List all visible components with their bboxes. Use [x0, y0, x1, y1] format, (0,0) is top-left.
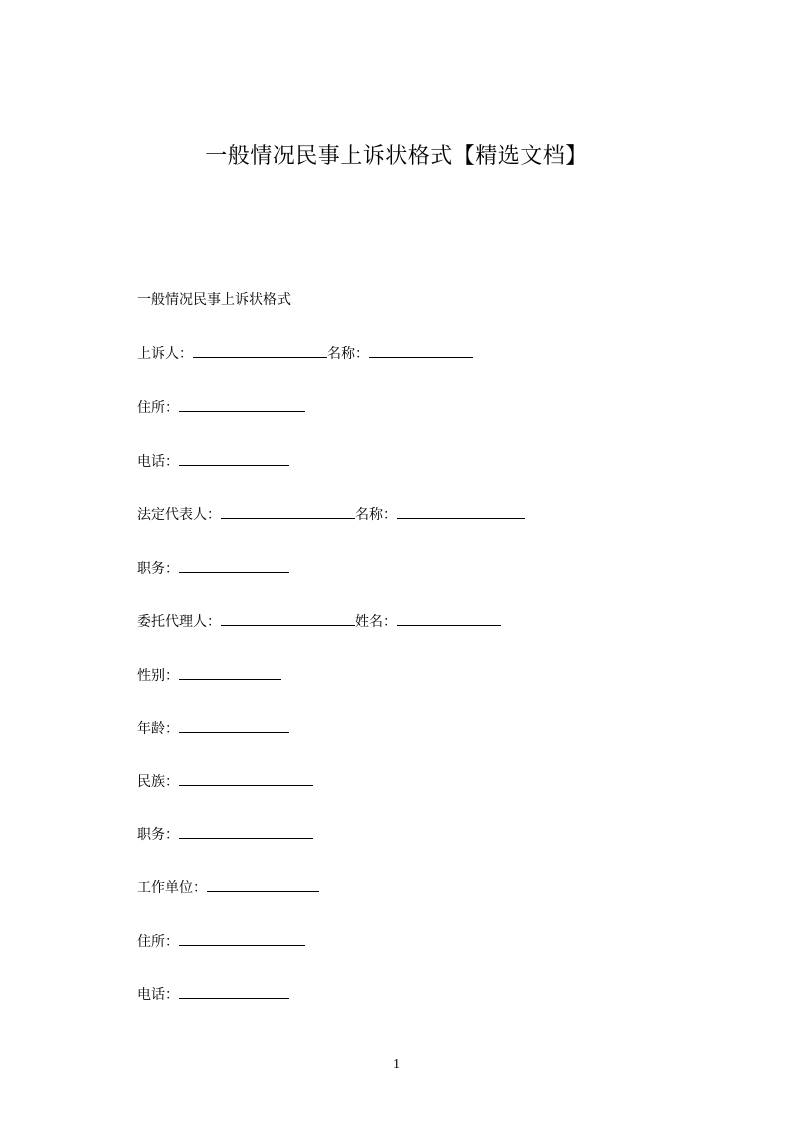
blank-line[interactable] [207, 877, 319, 892]
field-extra-label: 姓名： [355, 614, 397, 630]
blank-line[interactable] [179, 397, 305, 412]
field-residence [137, 397, 305, 418]
field-label: 民族： [137, 774, 179, 790]
blank-line[interactable] [179, 665, 281, 680]
field-agent-phone [137, 984, 289, 1005]
field-label: 住所： [137, 400, 179, 416]
field-extra-label: 名称： [355, 507, 397, 523]
field-phone [137, 451, 289, 472]
field-label: 职务： [137, 827, 179, 843]
blank-line[interactable] [179, 931, 305, 946]
field-label: 委托代理人： [137, 614, 221, 630]
field-ethnicity [137, 771, 313, 792]
field-label: 上诉人： [137, 346, 193, 362]
blank-line[interactable] [221, 504, 355, 519]
field-label: 法定代表人： [137, 507, 221, 523]
blank-line[interactable] [179, 771, 313, 786]
field-appellant [137, 343, 473, 364]
document-title: 一般情况民事上诉状格式【精选文档】 [205, 144, 588, 169]
field-gender [137, 665, 281, 686]
blank-line[interactable] [221, 611, 355, 626]
field-agent [137, 611, 501, 632]
blank-line[interactable] [179, 718, 289, 733]
field-agent-position [137, 824, 313, 845]
blank-line[interactable] [179, 451, 289, 466]
blank-line[interactable] [397, 504, 525, 519]
field-position [137, 558, 289, 579]
field-label: 电话： [137, 454, 179, 470]
field-legal-representative [137, 504, 525, 525]
field-extra-label: 名称： [327, 346, 369, 362]
field-label: 职务： [137, 561, 179, 577]
blank-line[interactable] [179, 824, 313, 839]
blank-line[interactable] [193, 343, 327, 358]
field-label: 工作单位： [137, 880, 207, 896]
field-age [137, 718, 289, 739]
field-label: 电话： [137, 987, 179, 1003]
blank-line[interactable] [397, 611, 501, 626]
field-agent-residence [137, 931, 305, 952]
page-number: 1 [393, 1057, 400, 1072]
document-subtitle: 一般情况民事上诉状格式 [137, 292, 291, 308]
blank-line[interactable] [179, 984, 289, 999]
field-label: 性别： [137, 668, 179, 684]
blank-line[interactable] [179, 558, 289, 573]
field-employer [137, 877, 319, 898]
blank-line[interactable] [369, 343, 473, 358]
field-label: 住所： [137, 934, 179, 950]
field-label: 年龄： [137, 721, 179, 737]
